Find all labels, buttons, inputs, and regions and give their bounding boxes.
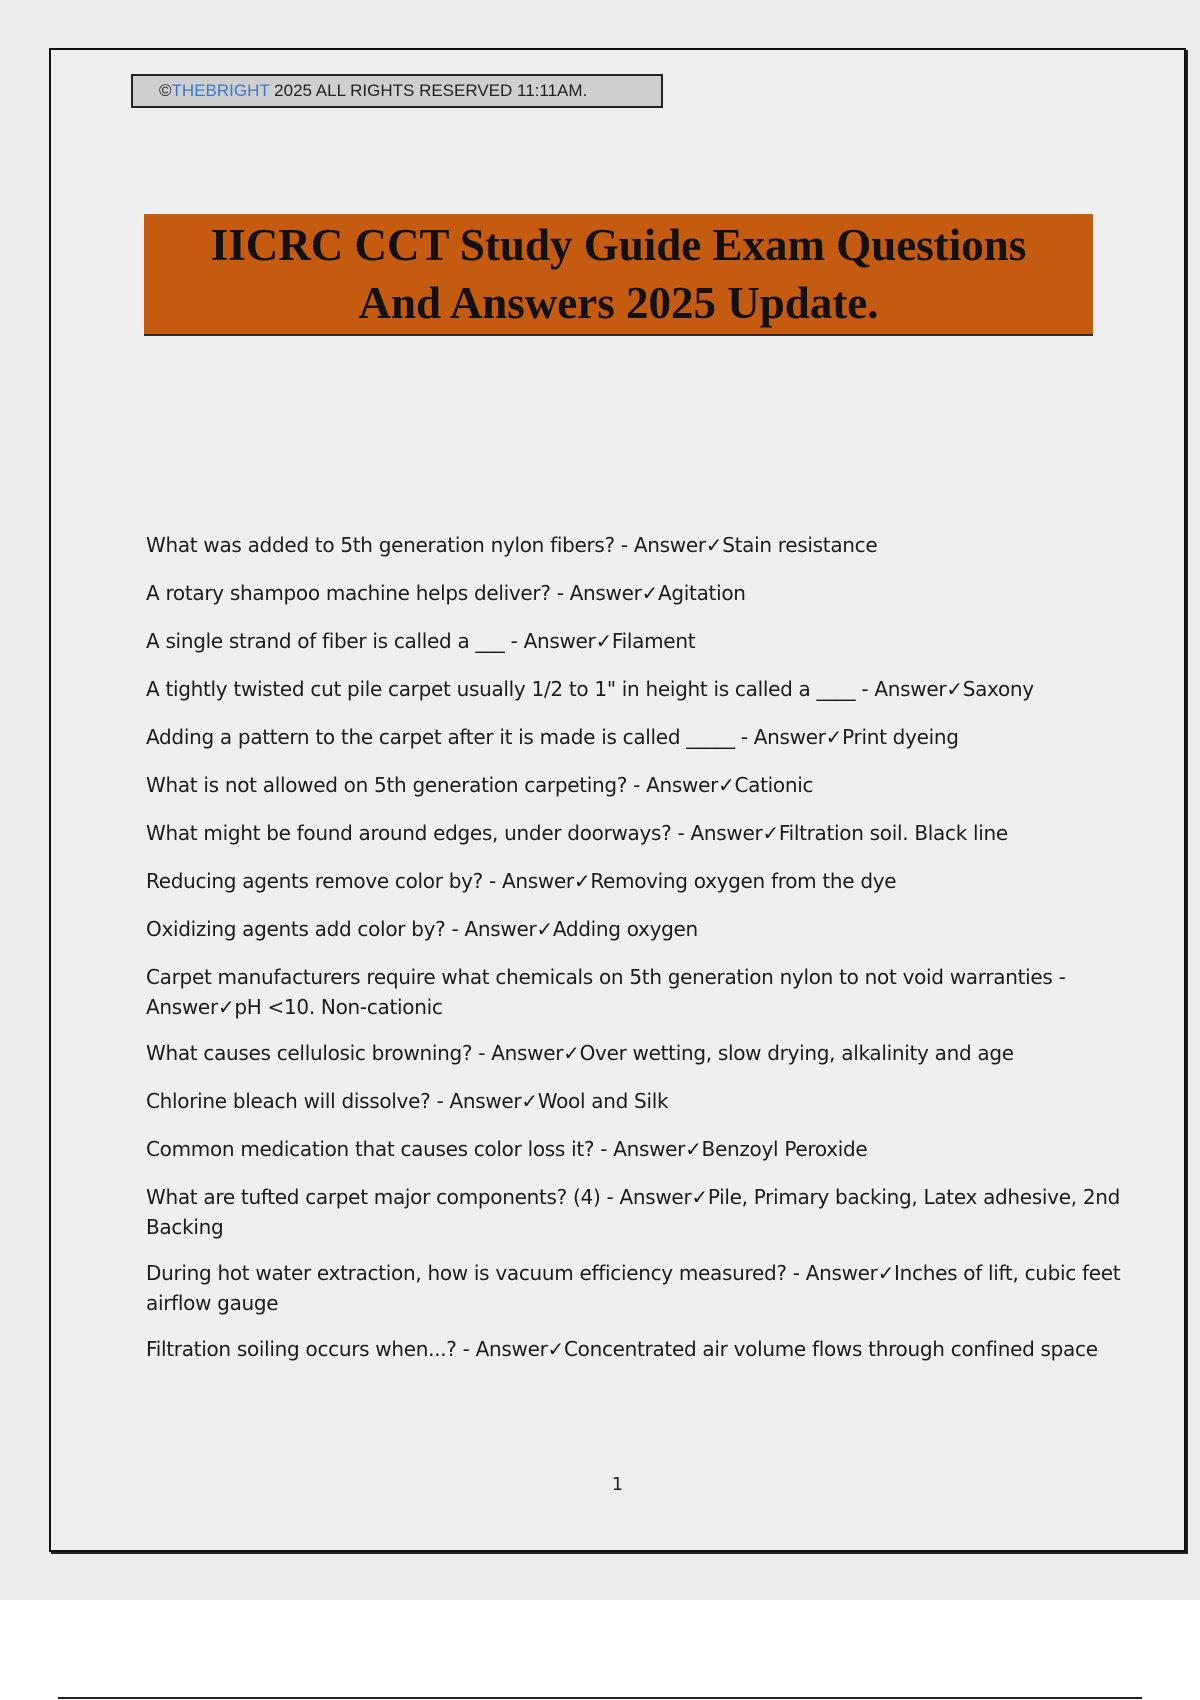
title-line-1: IICRC CCT Study Guide Exam Questions — [210, 220, 1027, 270]
qa-item: What causes cellulosic browning? - Answer✓Over wetting, slow drying, alkalinity and age — [146, 1041, 1014, 1065]
qa-item: During hot water extraction, how is vacuum efficiency measured? - Answer✓Inches of lift, cubic feet airflow gauge — [146, 1261, 1121, 1315]
qa-item: What might be found around edges, under doorways? - Answer✓Filtration soil. Black line — [146, 821, 1008, 845]
copyright-symbol: © — [159, 81, 172, 100]
qa-item: Chlorine bleach will dissolve? - Answer✓Wool and Silk — [146, 1089, 669, 1113]
qa-item: Common medication that causes color loss it? - Answer✓Benzoyl Peroxide — [146, 1137, 868, 1161]
qa-item: Filtration soiling occurs when...? - Answer✓Concentrated air volume flows through confined space — [146, 1337, 1098, 1361]
copyright-banner — [131, 74, 663, 108]
rights-text: 2025 ALL RIGHTS RESERVED 11:11AM. — [269, 81, 588, 100]
next-page-divider — [58, 1697, 1142, 1699]
qa-list — [146, 530, 1141, 1380]
qa-item: What is not allowed on 5th generation carpeting? - Answer✓Cationic — [146, 773, 814, 797]
qa-item: A single strand of fiber is called a ___ - Answer✓Filament — [146, 629, 696, 653]
document-page — [49, 48, 1186, 1552]
qa-item: Oxidizing agents add color by? - Answer✓Adding oxygen — [146, 917, 698, 941]
brand-name: THEBRIGHT — [171, 81, 270, 100]
qa-item: A rotary shampoo machine helps deliver? - Answer✓Agitation — [146, 581, 746, 605]
qa-item: What are tufted carpet major components? (4) - Answer✓Pile, Primary backing, Latex adhesive, 2nd Backing — [146, 1185, 1121, 1239]
qa-item: A tightly twisted cut pile carpet usually 1/2 to 1" in height is called a ____ - Answer✓Saxony — [146, 677, 1034, 701]
title-line-2: And Answers 2025 Update. — [358, 278, 879, 328]
title-banner — [144, 214, 1093, 336]
qa-item: Reducing agents remove color by? - Answer✓Removing oxygen from the dye — [146, 869, 897, 893]
qa-item: Carpet manufacturers require what chemicals on 5th generation nylon to not void warranties - Answer✓pH <10. Non-cationic — [146, 965, 1066, 1019]
document-title — [211, 216, 1027, 332]
qa-item: Adding a pattern to the carpet after it is made is called _____ - Answer✓Print dyeing — [146, 725, 959, 749]
qa-item: What was added to 5th generation nylon fibers? - Answer✓Stain resistance — [146, 533, 878, 557]
page-number: 1 — [611, 1474, 624, 1495]
